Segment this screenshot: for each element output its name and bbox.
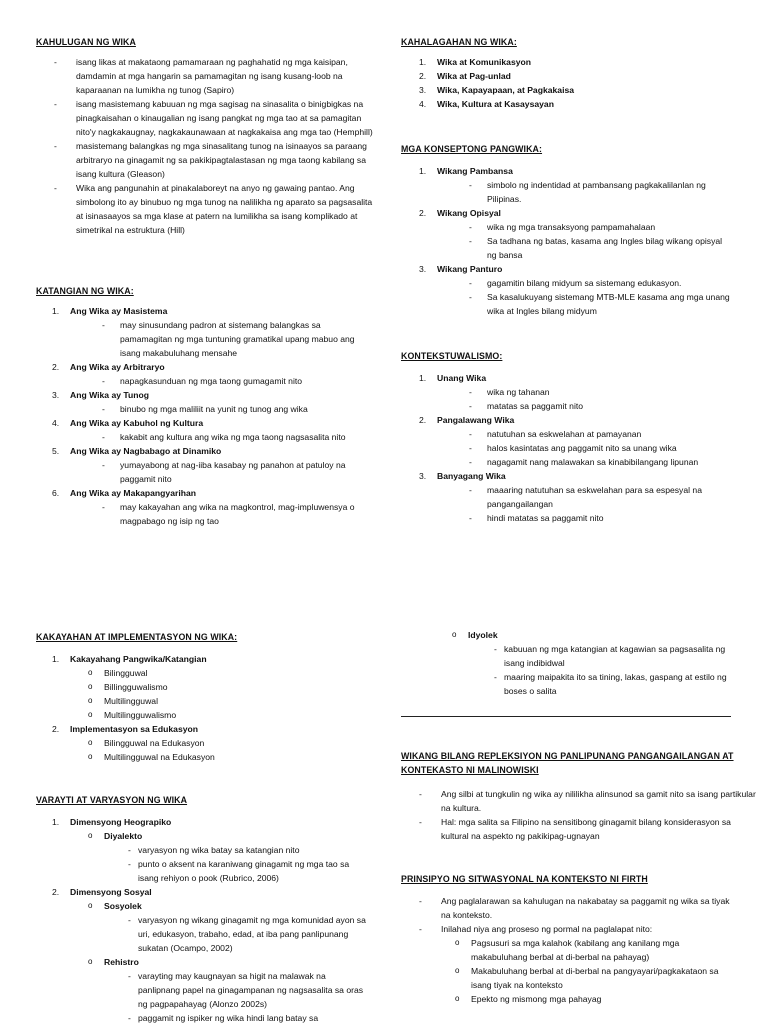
sub-item: - halos kasintatas ang paggamit nito sa unang wika xyxy=(469,441,731,455)
list-item xyxy=(419,922,731,1006)
sub-item: o Epekto ng mismong mga pahayag xyxy=(455,992,731,1006)
list-item xyxy=(52,815,366,885)
list-item: - Hal: mga salita sa Filipino na sensitibong ginagamit bilang konsiderasyon sa kultural na aspekto ng pakikipag-ugnayan xyxy=(419,815,759,843)
deep-item: - punto o aksent na karaniwang ginagamit ng mga tao sa isang rehiyon o pook (Rubrico, 2006) xyxy=(128,857,366,885)
deep-item: - paggamit ng ispiker ng wika hindi lang batay sa xyxy=(128,1011,366,1025)
sub-list xyxy=(437,427,731,469)
sub-item: o Multilingguwalismo xyxy=(88,708,366,722)
varayti-list xyxy=(36,815,366,1025)
list-item: - Wika ang pangunahin at pinakalaboreyt na anyo ng gawaing pantao. Ang simbolong ito ay binubuo ng mga tunog na nalilikha ng aparato sa pagsasalita at isinasaayos sa mga klase at patern na lumilikha sa isang komplikado at simetrikal na estruktura (Hill) xyxy=(54,181,376,237)
item-label: Wika, Kapayapaan, at Pagkakaisa xyxy=(437,85,575,95)
katangian-section xyxy=(36,284,366,528)
konsepto-heading: MGA KONSEPTONG PANGWIKA: xyxy=(401,144,543,154)
kahalagahan-heading: KAHALAGAHAN NG WIKA: xyxy=(401,37,517,47)
kahulugan-section xyxy=(36,35,376,237)
list-item xyxy=(419,69,741,83)
katangian-list xyxy=(36,304,366,528)
deep-item: - maaring maipakita ito sa tining, lakas, gaspang at estilo ng boses o salita xyxy=(494,670,742,698)
sub-item: o Bilingguwal na Edukasyon xyxy=(88,736,366,750)
item-number: 1. xyxy=(419,373,427,383)
sub-list xyxy=(70,899,366,1025)
section-divider xyxy=(401,716,731,717)
list-item: - Ang silbi at tungkulin ng wika ay nililikha alinsunod sa gamit nito sa isang partikular na kultura. xyxy=(419,787,759,815)
sub-list xyxy=(437,483,731,525)
list-item xyxy=(52,722,366,764)
item-label: Ang Wika ay Makapangyarihan xyxy=(70,488,197,498)
sub-item: - matatas sa paggamit nito xyxy=(469,399,731,413)
sub-item: - kakabit ang kultura ang wika ng mga taong nagsasalita nito xyxy=(102,430,366,444)
item-number: 5. xyxy=(52,446,60,456)
item-number: 1. xyxy=(419,166,427,176)
item-number: 2. xyxy=(52,724,60,734)
item-label: Ang Wika ay Tunog xyxy=(70,390,150,400)
sub-list xyxy=(70,829,366,885)
list-item xyxy=(52,885,366,1025)
list-item xyxy=(419,371,731,413)
sub-list xyxy=(70,402,366,416)
sub-list xyxy=(70,666,366,722)
sub-item: - nagagamit nang malawakan sa kinabibilangang lipunan xyxy=(469,455,731,469)
list-item xyxy=(52,304,366,360)
sub-list xyxy=(70,736,366,764)
sub-item: - yumayabong at nag-iiba kasabay ng panahon at patuloy na paggamit nito xyxy=(102,458,366,486)
repleksiyon-heading: WIKANG BILANG REPLEKSIYON NG PANLIPUNANG PANGANGAILANGAN AT KONTEKASTO NI MALINOWISKI xyxy=(401,751,734,775)
kahulugan-list xyxy=(36,55,376,237)
item-label: Ang Wika ay Nagbabago at Dinamiko xyxy=(70,446,222,456)
item-label: Ang Wika ay Masistema xyxy=(70,306,168,316)
item-number: 3. xyxy=(419,471,427,481)
item-label: Wikang Panturo xyxy=(437,264,503,274)
deep-item: - kabuuan ng mga katangian at kagawian sa pagsasalita ng isang indibidwal xyxy=(494,642,742,670)
varayti-heading: VARAYTI AT VARYASYON NG WIKA xyxy=(36,795,188,805)
item-number: 1. xyxy=(52,654,60,664)
sub-item: o Pagsusuri sa mga kalahok (kabilang ang kanilang mga makabuluhang berbal at di-berbal na pahayag) xyxy=(455,936,731,964)
item-number: 4. xyxy=(419,99,427,109)
sub-item: - Sa kasalukuyang sistemang MTB-MLE kasama ang mga unang wika at Ingles bilang midyum xyxy=(469,290,731,318)
item-label: Ang Wika ay Kabuhol ng Kultura xyxy=(70,418,204,428)
sub-list xyxy=(70,430,366,444)
list-item xyxy=(52,652,366,722)
sub-item: - natutuhan sa eskwelahan at pamayanan xyxy=(469,427,731,441)
item-number: 3. xyxy=(419,264,427,274)
item-label: Wika at Komunikasyon xyxy=(437,57,531,67)
sub-list xyxy=(441,936,731,1006)
list-item-text: Inilahad niya ang proseso ng pormal na paglalapat nito: xyxy=(441,924,653,934)
kakayahan-heading: KAKAYAHAN AT IMPLEMENTASYON NG WIKA: xyxy=(36,632,238,642)
sub-item: - may sinusundang padron at sistemang balangkas sa pamamagitan ng mga tuntuning gramatikal upang mabuo ang isang makabuluhang mensahe xyxy=(102,318,366,360)
item-label: Wikang Pambansa xyxy=(437,166,513,176)
sub-list xyxy=(70,318,366,360)
list-item xyxy=(419,83,741,97)
sub-item: - maaaring natutuhan sa eskwelahan para sa espesyal na pangangailangan xyxy=(469,483,731,511)
deep-list xyxy=(104,969,366,1025)
list-item xyxy=(419,206,731,262)
varayti-section xyxy=(36,793,366,1025)
deep-item: - varyasyon ng wika batay sa katangian nito xyxy=(128,843,366,857)
item-number: 4. xyxy=(52,418,60,428)
list-item: - isang masistemang kabuuan ng mga sagisag na sinasalita o binigbigkas na pinagkaisahan o kinaugalian ng isang pangkat ng mga tao at sa pamagitan nito'y nagkakaugnay, nagkakaunawaan at nagkakaisa ang mga tao (Hemphill) xyxy=(54,97,376,139)
kontekstuwalismo-heading: KONTEKSTUWALISMO: xyxy=(401,351,503,361)
prinsipyo-section xyxy=(401,872,731,1006)
sub-item: - Sa tadhana ng batas, kasama ang Ingles bilag wikang opisyal ng bansa xyxy=(469,234,731,262)
item-label: Implementasyon sa Edukasyon xyxy=(70,724,198,734)
item-label: Dimensyong Heograpiko xyxy=(70,817,172,827)
idyolek-list xyxy=(452,628,742,698)
sub-item: o Bilingguwal xyxy=(88,666,366,680)
kontekstuwalismo-list xyxy=(401,371,731,525)
kontekstuwalismo-section xyxy=(401,349,731,525)
deep-item: - varyasyon ng wikang ginagamit ng mga komunidad ayon sa uri, edukasyon, trabaho, edad, at iba pang panlipunang sukatan (Ocampo, 2002) xyxy=(128,913,366,955)
prinsipyo-heading: PRINSIPYO NG SITWASYONAL NA KONTEKSTO NI FIRTH xyxy=(401,874,648,884)
item-number: 2. xyxy=(419,208,427,218)
sub-item: - simbolo ng indentidad at pambansang pagkakalilanlan ng Pilipinas. xyxy=(469,178,731,206)
kahulugan-heading: KAHULUGAN NG WIKA xyxy=(36,37,136,47)
item-number: 2. xyxy=(419,415,427,425)
repleksiyon-list xyxy=(401,787,759,843)
sub-list xyxy=(437,276,731,318)
item-label: Wika at Pag-unlad xyxy=(437,71,511,81)
list-item: - isang likas at makataong pamamaraan ng paghahatid ng mga kaisipan, damdamin at mga hangarin sa pamamagitan ng isang kusang-loob na kaparaanan na lumikha ng tunog (Sapiro) xyxy=(54,55,376,97)
sub-item xyxy=(88,829,366,885)
sub-list xyxy=(70,374,366,388)
kakayahan-section xyxy=(36,630,366,764)
sub-item: o Multilingguwal na Edukasyon xyxy=(88,750,366,764)
sub-item: - may kakayahan ang wika na magkontrol, mag-impluwensya o magpabago ng isip ng tao xyxy=(102,500,366,528)
repleksiyon-section xyxy=(401,749,759,843)
group-label: Idyolek xyxy=(468,630,498,640)
sub-list xyxy=(70,458,366,486)
item-label: Banyagang Wika xyxy=(437,471,506,481)
list-item xyxy=(52,444,366,486)
sub-item: - hindi matatas sa paggamit nito xyxy=(469,511,731,525)
sub-item: - napagkasunduan ng mga taong gumagamit nito xyxy=(102,374,366,388)
kakayahan-list xyxy=(36,652,366,764)
deep-list xyxy=(104,843,366,885)
kahalagahan-section xyxy=(401,35,741,111)
sub-item: - gagamitin bilang midyum sa sistemang edukasyon. xyxy=(469,276,731,290)
item-number: 2. xyxy=(419,71,427,81)
item-label: Dimensyong Sosyal xyxy=(70,887,152,897)
sub-list xyxy=(70,500,366,528)
sub-item: - wika ng tahanan xyxy=(469,385,731,399)
list-item xyxy=(419,469,731,525)
group-label: Rehistro xyxy=(104,957,139,967)
item-number: 1. xyxy=(52,306,60,316)
list-item xyxy=(52,486,366,528)
sub-item xyxy=(88,899,366,955)
kahalagahan-list xyxy=(401,55,741,111)
list-item xyxy=(52,388,366,416)
konsepto-list xyxy=(401,164,731,318)
item-number: 1. xyxy=(419,57,427,67)
item-number: 3. xyxy=(419,85,427,95)
item-number: 2. xyxy=(52,887,60,897)
item-label: Ang Wika ay Arbitraryo xyxy=(70,362,165,372)
sub-item: - binubo ng mga maliliit na yunit ng tunog ang wika xyxy=(102,402,366,416)
list-item xyxy=(419,413,731,469)
item-label: Kakayahang Pangwika/Katangian xyxy=(70,654,207,664)
list-item xyxy=(419,97,741,111)
item-label: Wikang Opisyal xyxy=(437,208,501,218)
item-number: 3. xyxy=(52,390,60,400)
sub-item xyxy=(452,628,742,698)
prinsipyo-list xyxy=(401,894,731,1006)
list-item xyxy=(419,262,731,318)
sub-item: o Makabuluhang berbal at di-berbal na pangyayari/pagkakataon sa isang tiyak na konteksto xyxy=(455,964,731,992)
list-item xyxy=(52,360,366,388)
group-label: Diyalekto xyxy=(104,831,143,841)
item-label: Unang Wika xyxy=(437,373,487,383)
sub-list xyxy=(437,220,731,262)
deep-list xyxy=(468,642,742,698)
deep-item: - varayting may kaugnayan sa higit na malawak na panlipnang papel na ginagampanan ng nagsasalita sa oras ng pagpapahayag (Alonzo 2002s) xyxy=(128,969,366,1011)
item-number: 2. xyxy=(52,362,60,372)
list-item xyxy=(419,164,731,206)
sub-item xyxy=(88,955,366,1025)
idyolek-section xyxy=(452,628,742,698)
item-label: Pangalawang Wika xyxy=(437,415,515,425)
list-item: - masistemang balangkas ng mga sinasalitang tunog na isinaayos sa paraang arbitraryo na ginagamit ng sa pakikipagtalastasan ng mga taong kabilang sa isang kultura (Gleason) xyxy=(54,139,376,181)
sub-item: o Billingguwalismo xyxy=(88,680,366,694)
konsepto-section xyxy=(401,142,731,318)
group-label: Sosyolek xyxy=(104,901,142,911)
sub-list xyxy=(437,385,731,413)
item-number: 1. xyxy=(52,817,60,827)
item-number: 6. xyxy=(52,488,60,498)
sub-list xyxy=(437,178,731,206)
list-item: - Ang paglalarawan sa kahulugan na nakabatay sa paggamit ng wika sa tiyak na konteksto. xyxy=(419,894,731,922)
deep-list xyxy=(104,913,366,955)
katangian-heading: KATANGIAN NG WIKA: xyxy=(36,286,134,296)
sub-item: o Multilingguwal xyxy=(88,694,366,708)
list-item xyxy=(419,55,741,69)
sub-item: - wika ng mga transaksyong pampamahalaan xyxy=(469,220,731,234)
item-label: Wika, Kultura at Kasaysayan xyxy=(437,99,554,109)
list-item xyxy=(52,416,366,444)
